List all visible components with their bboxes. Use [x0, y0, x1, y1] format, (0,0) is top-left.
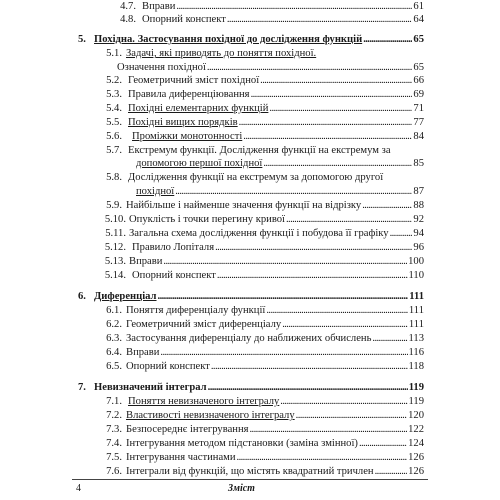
toc-page-number: 116 [408, 347, 424, 358]
toc-title: Загальна схема дослідження функції і побудова її графіку [129, 228, 389, 239]
toc-title: Властивості невизначеного інтегралу [126, 410, 295, 421]
toc-title: Поняття диференціалу функції [126, 305, 266, 316]
section-page-number: 119 [408, 382, 424, 393]
toc-row [0, 346, 500, 360]
dot-leader [280, 395, 407, 409]
toc-number: 7.5. [106, 452, 122, 463]
toc-page-number: 85 [413, 158, 424, 169]
toc-row [0, 395, 500, 409]
toc-row [0, 241, 500, 255]
toc-page-number: 71 [413, 103, 424, 114]
toc-number: 5.13. [104, 256, 126, 267]
toc-number: 7.2. [106, 410, 122, 421]
toc-title: Вправи [126, 347, 160, 358]
dot-leader [375, 465, 408, 479]
toc-page-number: 118 [408, 361, 424, 372]
section-page-number: 65 [413, 34, 424, 45]
toc-number: 5.5. [106, 117, 122, 128]
dot-leader [260, 74, 412, 88]
toc-row-continuation [0, 61, 500, 75]
section-title: Похідна. Застосування похідної до дослідження функцій [94, 34, 363, 45]
dot-leader [176, 0, 412, 14]
dot-leader [286, 213, 412, 227]
toc-number: 5.9. [106, 200, 122, 211]
toc-number: 5.8. [106, 172, 122, 183]
toc-title: Екстремум функції. Дослідження функції на екстремум за [128, 145, 391, 156]
toc-page-number: 120 [408, 410, 424, 421]
toc-title: Безпосереднє інтегрування [126, 424, 249, 435]
toc-number: 5.6. [106, 131, 122, 142]
toc-row [0, 144, 500, 158]
toc-number: 5.1. [106, 48, 122, 59]
toc-row [0, 171, 500, 185]
toc-row [0, 423, 500, 437]
toc-title: Інтегрування методом підстановки (заміна змінної) [126, 438, 358, 449]
toc-number: 4.8. [120, 14, 136, 25]
toc-page-number: 96 [413, 242, 424, 253]
toc-page-number: 119 [408, 396, 424, 407]
toc-page-number: 92 [413, 214, 424, 225]
section-title: Диференціал [94, 291, 157, 302]
toc-row [0, 47, 500, 61]
toc-number: 5.2. [106, 75, 122, 86]
toc-row [0, 332, 500, 346]
section-page-number: 111 [409, 291, 424, 302]
toc-row [0, 318, 500, 332]
toc-title: Проміжки монотонності [132, 131, 243, 142]
toc-number: 5.4. [106, 103, 122, 114]
toc-row [0, 409, 500, 423]
dot-leader [208, 381, 408, 395]
toc-section-7 [0, 381, 500, 395]
toc-number: 6.3. [106, 333, 122, 344]
toc-title: Застосування диференціалу до наближених обчислень [126, 333, 372, 344]
toc-number: 6.5. [106, 361, 122, 372]
toc-title: Опорний конспект [142, 14, 226, 25]
section-number: 6. [78, 291, 86, 302]
dot-leader [239, 116, 413, 130]
toc-number: 5.14. [104, 270, 126, 281]
toc-page-number: 126 [408, 452, 424, 463]
toc-title: Задачі, які приводять до поняття похідної. [126, 48, 317, 59]
toc-page-number: 110 [408, 270, 424, 281]
dot-leader [207, 61, 412, 75]
dot-leader [359, 437, 407, 451]
toc-row [0, 451, 500, 465]
toc-title: Поняття невизначеного інтегралу [128, 396, 280, 407]
toc-row [0, 102, 500, 116]
toc-number: 5.11. [105, 228, 126, 239]
dot-leader [372, 332, 407, 346]
toc-title: Найбільше і найменше значення функції на відрізку [126, 200, 362, 211]
toc-row-continuation [0, 157, 500, 171]
section-title: Невизначений інтеграл [94, 382, 207, 393]
toc-number: 5.10. [104, 214, 126, 225]
toc-page-number: 100 [408, 256, 424, 267]
toc-row [0, 0, 500, 14]
toc-row [0, 465, 500, 479]
toc-row [0, 437, 500, 451]
toc-page-number: 65 [413, 62, 424, 73]
toc-title: Похідні вищих порядків [128, 117, 238, 128]
dot-leader [175, 185, 412, 199]
toc-number: 7.4. [106, 438, 122, 449]
toc-title: Інтегрування частинами [126, 452, 236, 463]
toc-section-5 [0, 33, 500, 47]
toc-page-number: 122 [408, 424, 424, 435]
toc-title: Вправи [142, 1, 176, 12]
footer-running-title: Зміст [228, 483, 255, 494]
toc-title-continuation: похідної [136, 186, 175, 197]
toc-number: 7.3. [106, 424, 122, 435]
dot-leader [243, 130, 412, 144]
toc-row [0, 227, 500, 241]
toc-page-number: 111 [408, 305, 424, 316]
dot-leader [251, 88, 413, 102]
dot-leader [160, 346, 407, 360]
dot-leader [269, 102, 412, 116]
toc-page-number: 88 [413, 200, 424, 211]
toc-row-continuation [0, 185, 500, 199]
toc-number: 5.12. [104, 242, 126, 253]
toc-title-continuation: допомогою першої похідної [136, 158, 263, 169]
dot-leader [362, 199, 412, 213]
toc-title: Правила диференціювання [128, 89, 250, 100]
dot-leader [211, 360, 408, 374]
toc-page-number: 124 [408, 438, 424, 449]
dot-leader [296, 409, 407, 423]
toc-page-number: 61 [413, 1, 424, 12]
toc-number: 6.2. [106, 319, 122, 330]
toc-title-continuation: Означення похідної [117, 62, 206, 73]
toc-title: Інтеграли від функцій, що містять квадратний тричлен [126, 466, 374, 477]
toc-row [0, 213, 500, 227]
toc-title: Вправи [129, 256, 163, 267]
toc-page-number: 126 [408, 466, 424, 477]
dot-leader [215, 241, 412, 255]
toc-title: Опуклість і точки перегину кривої [129, 214, 285, 225]
toc-page-number: 111 [408, 319, 424, 330]
toc-row [0, 88, 500, 102]
toc-page-number: 77 [413, 117, 424, 128]
toc-number: 6.1. [106, 305, 122, 316]
toc-title: Геометричний зміст похідної [128, 75, 260, 86]
toc-page-number: 66 [413, 75, 424, 86]
toc-page-number: 84 [413, 131, 424, 142]
dot-leader [266, 304, 408, 318]
dot-leader [363, 33, 412, 47]
toc-title: Опорний конспект [132, 270, 216, 281]
dot-leader [227, 13, 413, 27]
toc-title: Опорний конспект [126, 361, 210, 372]
dot-leader [163, 255, 407, 269]
toc-title: Похідні елементарних функцій [128, 103, 269, 114]
section-number: 5. [78, 34, 86, 45]
toc-number: 7.1. [106, 396, 122, 407]
dot-leader [158, 290, 409, 304]
dot-leader [282, 318, 408, 332]
toc-row [0, 13, 500, 27]
toc-title: Дослідження функції на екстремум за допомогою другої [128, 172, 384, 183]
toc-title: Геометричний зміст диференціалу [126, 319, 282, 330]
toc-page-number: 87 [413, 186, 424, 197]
toc-row [0, 116, 500, 130]
toc-row [0, 130, 500, 144]
toc-row [0, 360, 500, 374]
toc-row [0, 304, 500, 318]
toc-page-number: 113 [408, 333, 424, 344]
toc-row [0, 255, 500, 269]
dot-leader [250, 423, 408, 437]
footer-rule [72, 479, 428, 480]
toc-row [0, 269, 500, 283]
dot-leader [390, 227, 413, 241]
toc-section-6 [0, 290, 500, 304]
toc-number: 6.4. [106, 347, 122, 358]
footer-page-number: 4 [76, 483, 81, 494]
toc-number: 7.6. [106, 466, 122, 477]
dot-leader [263, 157, 412, 171]
toc-page-number: 94 [413, 228, 424, 239]
toc-number: 5.7. [106, 145, 122, 156]
toc-page-number: 64 [413, 14, 424, 25]
dot-leader [217, 269, 408, 283]
toc-page-number: 69 [413, 89, 424, 100]
dot-leader [237, 451, 408, 465]
toc-row [0, 199, 500, 213]
toc-number: 5.3. [106, 89, 122, 100]
toc-title: Правило Лопіталя [132, 242, 215, 253]
section-number: 7. [78, 382, 86, 393]
toc-number: 4.7. [120, 1, 136, 12]
toc-row [0, 74, 500, 88]
